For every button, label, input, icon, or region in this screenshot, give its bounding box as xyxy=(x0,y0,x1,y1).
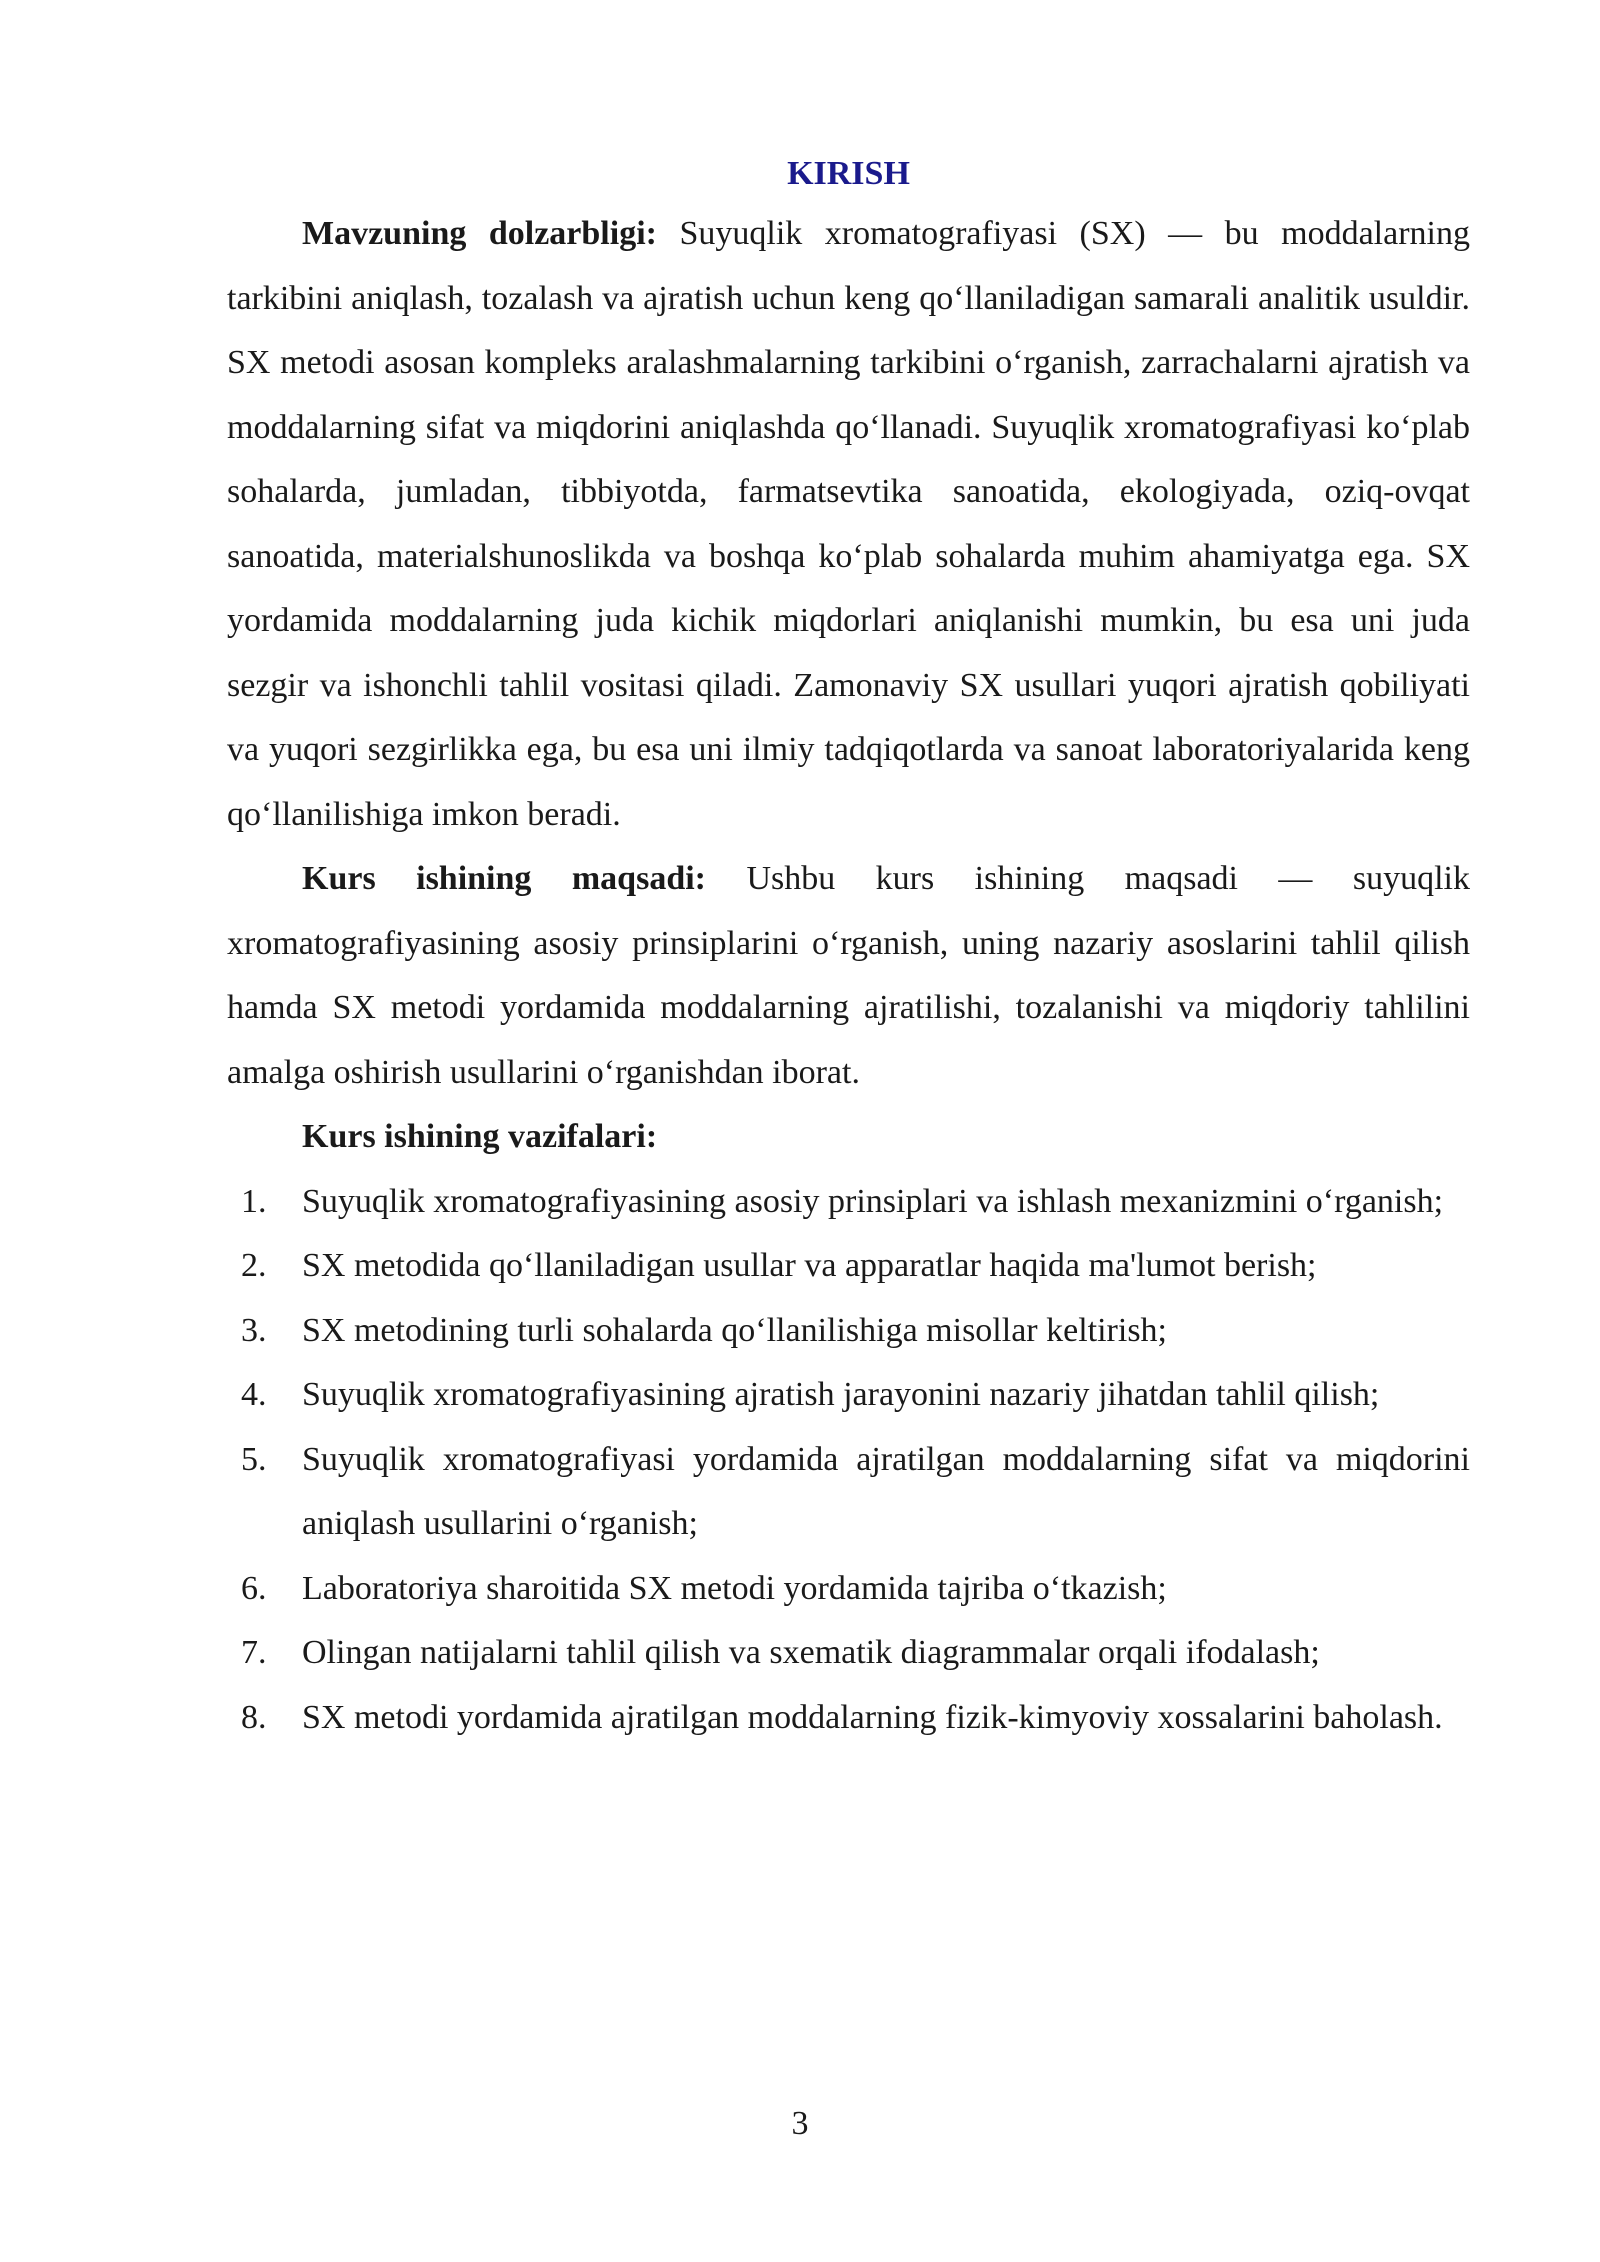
list-item xyxy=(227,1299,1470,1364)
goal-paragraph xyxy=(227,847,1470,1105)
goal-label: Kurs ishining maqsadi: xyxy=(302,860,706,897)
list-item xyxy=(227,1557,1470,1622)
list-item-number: 1. xyxy=(241,1182,267,1220)
tasks-list xyxy=(227,1170,1470,1751)
list-item-number: 6. xyxy=(241,1569,267,1607)
list-item xyxy=(227,1686,1470,1751)
list-item xyxy=(227,1363,1470,1428)
relevance-text: Suyuqlik xromatografiyasi (SX) — bu moddalarning tarkibini aniqlash, tozalash va ajratish uchun keng qo‘llaniladigan samarali analitik usuldir. SX metodi asosan kompleks aralashmalarning tarkibini o‘rganish, zarrachalarni ajratish va moddalarning sifat va miqdorini aniqlashda qo‘llanadi. Suyuqlik xromatografiyasi ko‘plab sohalarda, jumladan, tibbiyotda, farmatsevtika sanoatida, ekologiyada, oziq-ovqat sanoatida, materialshunoslikda va boshqa ko‘plab sohalarda muhim ahamiyatga ega. SX yordamida moddalarning juda kichik miqdorlari aniqlanishi mumkin, bu esa uni juda sezgir va ishonchli tahlil vositasi qiladi. Zamonaviy SX usullari yuqori ajratish qobiliyati va yuqori sezgirlikka ega, bu esa uni ilmiy tadqiqotlarda va sanoat laboratoriyalarida keng qo‘llanilishiga imkon beradi. xyxy=(227,215,1470,833)
list-item-text: Suyuqlik xromatografiyasining ajratish jarayonini nazariy jihatdan tahlil qilish; xyxy=(302,1376,1380,1413)
list-item-text: Olingan natijalarni tahlil qilish va sxematik diagrammalar orqali ifodalash; xyxy=(302,1634,1320,1671)
list-item-text: SX metodi yordamida ajratilgan moddalarning fizik-kimyoviy xossalarini baholash. xyxy=(302,1698,1443,1736)
list-item-number: 3. xyxy=(241,1311,267,1349)
goal-text: Ushbu kurs ishining maqsadi — suyuqlik xromatografiyasining asosiy prinsiplarini o‘rganish, uning nazariy asoslarini tahlil qilish hamda SX metodi yordamida moddalarning ajratilishi, tozalanishi va miqdoriy tahlilini amalga oshirish usullarini o‘rganishdan iborat. xyxy=(227,860,1470,1091)
list-item-number: 8. xyxy=(241,1698,267,1736)
list-item-number: 2. xyxy=(241,1247,267,1284)
list-item-text: SX metodida qo‘llaniladigan usullar va apparatlar haqida ma'lumot berish; xyxy=(302,1247,1317,1284)
list-item-text: Laboratoriya sharoitida SX metodi yordamida tajriba o‘tkazish; xyxy=(302,1569,1167,1607)
list-item-number: 4. xyxy=(241,1376,267,1413)
tasks-heading: Kurs ishining vazifalari: xyxy=(302,1118,658,1155)
list-item-text: SX metodining turli sohalarda qo‘llanilishiga misollar keltirish; xyxy=(302,1311,1167,1349)
relevance-label: Mavzuning dolzarbligi: xyxy=(302,215,657,252)
list-item-number: 5. xyxy=(241,1440,267,1478)
list-item-text: Suyuqlik xromatografiyasining asosiy prinsiplari va ishlash mexanizmini o‘rganish; xyxy=(302,1182,1444,1220)
list-item xyxy=(227,1428,1470,1557)
list-item xyxy=(227,1621,1470,1686)
page-number: 3 xyxy=(791,2105,809,2142)
list-item xyxy=(227,1170,1470,1235)
relevance-paragraph xyxy=(227,202,1470,847)
list-item-number: 7. xyxy=(241,1634,267,1671)
page-content xyxy=(227,146,1470,1750)
list-item-text: Suyuqlik xromatografiyasi yordamida ajratilgan moddalarning sifat va miqdorini aniqlash usullarini o‘rganish; xyxy=(302,1440,1470,1542)
page-title: KIRISH xyxy=(787,155,910,192)
list-item xyxy=(227,1234,1470,1299)
